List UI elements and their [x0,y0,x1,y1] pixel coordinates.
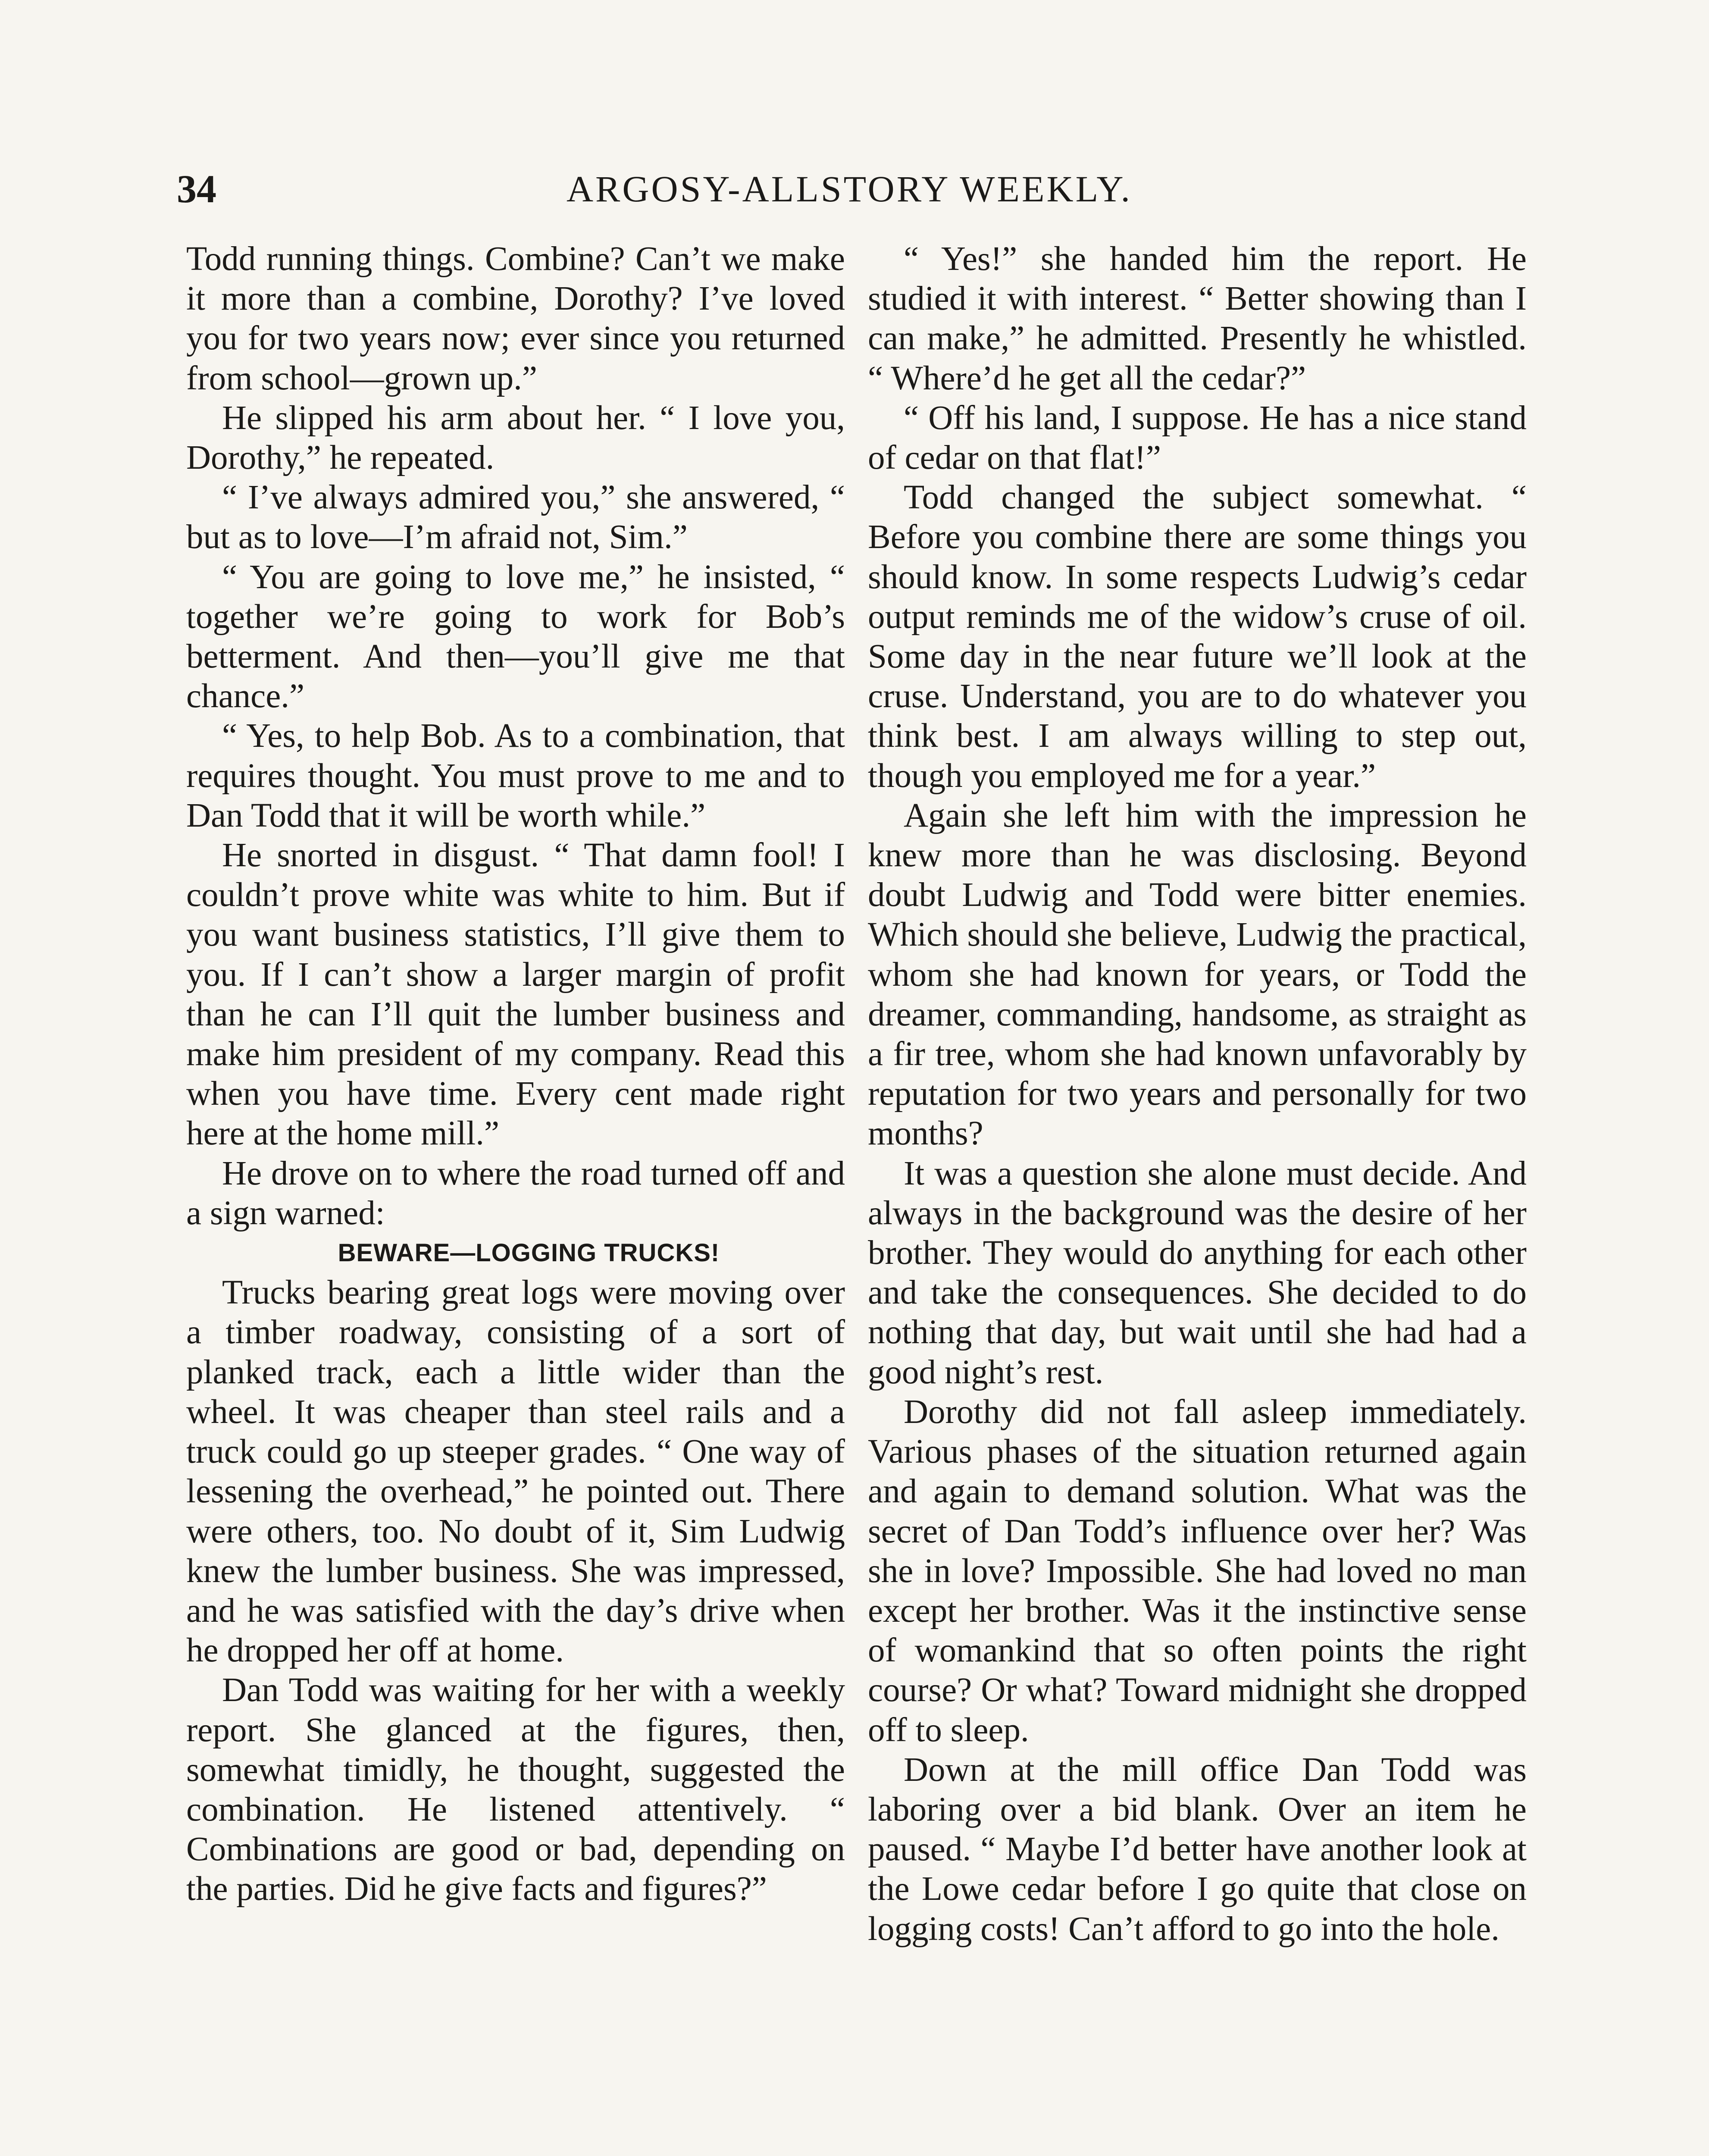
right-column [868,239,1527,1949]
page-header [177,163,1522,223]
paragraph: It was a question she alone must decide. And always in the background was the desire of her brother. They would do anything for each other and take the consequences. She decided to do nothing that day, but wait until she had had a good night’s rest. [868,1154,1527,1391]
page-number: 34 [177,167,216,211]
paragraph: Dan Todd was waiting for her with a weekly report. She glanced at the figures, then, somewhat timidly, he thought, suggested the combination. He listened attentively. “ Combinations are good or bad, depending on the parties. Did he give facts and figures?” [186,1671,845,1908]
paragraph: Todd running things. Combine? Can’t we make it more than a combine, Dorothy? I’ve loved you for two years now; ever since you returned from school—grown up.” [186,240,845,397]
paragraph: “ Off his land, I suppose. He has a nice stand of cedar on that flat!” [868,399,1527,477]
paragraph: Again she left him with the impression he knew more than he was disclosing. Beyond doubt Ludwig and Todd were bitter enemies. Which should she believe, Ludwig the practical, whom she had known for years, or Todd the dreamer, commanding, handsome, as straight as a fir tree, whom she had known unfavorably by reputation for two years and personally for two months? [868,796,1527,1153]
paragraph: Dorothy did not fall asleep immediately. Various phases of the situation returned again and again to demand solution. What was the secret of Dan Todd’s influence over her? Was she in love? Impossible. She had loved no man except her brother. Was it the instinctive sense of womankind that so often points the right course? Or what? Toward midnight she dropped off to sleep. [868,1393,1527,1749]
paragraph: He drove on to where the road turned off and a sign warned: [186,1154,845,1232]
paragraph: He snorted in disgust. “ That damn fool! I couldn’t prove white was white to him. But if you want business statistics, I’ll give them to you. If I can’t show a larger margin of profit than he can I’ll quit the lumber business and make him president of my company. Read this when you have time. Every cent made right here at the home mill.” [186,837,845,1153]
paragraph: “ You are going to love me,” he insisted, “ together we’re going to work for Bob’s betterment. And then—you’ll give me that chance.” [186,558,845,715]
left-column [186,239,845,1909]
paragraph: Todd changed the subject somewhat. “ Before you combine there are some things you should know. In some respects Ludwig’s cedar output reminds me of the widow’s cruse of oil. Some day in the near future we’ll look at the cruse. Understand, you are to do whatever you think best. I am always willing to step out, though you employed me for a year.” [868,479,1527,795]
running-head: ARGOSY-ALLSTORY WEEKLY. [566,168,1133,210]
paragraph: “ Yes, to help Bob. As to a combination, that requires thought. You must prove to me and to Dan Todd that it will be worth while.” [186,717,845,834]
paragraph: “ I’ve always admired you,” she answered, “ but as to love—I’m afraid not, Sim.” [186,479,845,556]
road-sign-text: BEWARE—LOGGING TRUCKS! [338,1239,720,1267]
paragraph: Down at the mill office Dan Todd was laboring over a bid blank. Over an item he paused. “ Maybe I’d better have another look at the Lowe cedar before I go quite that close on logging costs! Can’t afford to go into the hole. [868,1751,1527,1948]
paragraph: Trucks bearing great logs were moving over a timber roadway, consisting of a sort of planked track, each a little wider than the wheel. It was cheaper than steel rails and a truck could go up steeper grades. “ One way of lessening the overhead,” he pointed out. There were others, too. No doubt of it, Sim Ludwig knew the lumber business. She was impressed, and he was satisfied with the day’s drive when he dropped her off at home. [186,1274,845,1670]
paragraph: He slipped his arm about her. “ I love you, Dorothy,” he repeated. [186,399,845,477]
paragraph: “ Yes!” she handed him the report. He studied it with interest. “ Better showing than I can make,” he admitted. Presently he whistled. “ Where’d he get all the cedar?” [868,240,1527,397]
